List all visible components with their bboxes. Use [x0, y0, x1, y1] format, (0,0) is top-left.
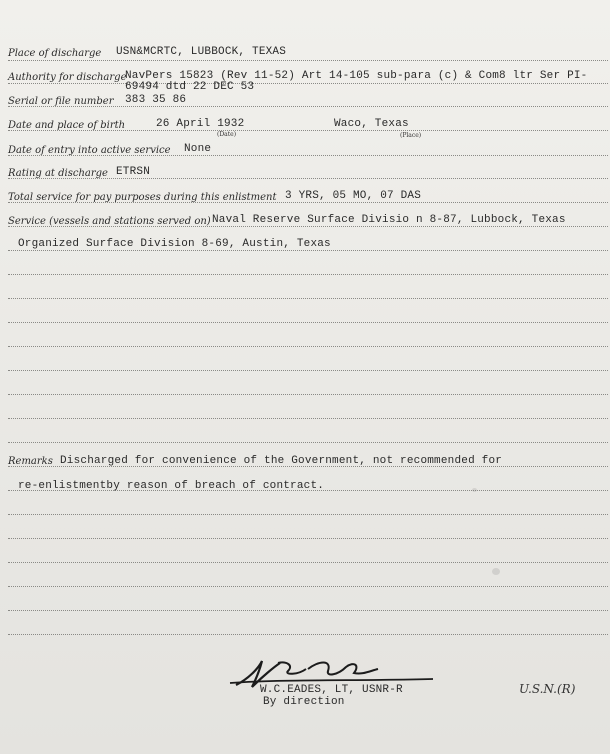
rule-line — [8, 60, 608, 61]
birth-place-caption: (Place) — [400, 132, 422, 139]
rule-line — [8, 322, 608, 323]
smudge-mark — [492, 568, 500, 575]
remarks-value-line1: Discharged for convenience of the Government, not recommended for — [60, 455, 503, 467]
total-service-label: Total service for pay purposes during this enlistment — [8, 192, 277, 203]
rule-line — [8, 346, 608, 347]
rule-line — [8, 298, 608, 299]
serial-number-label: Serial or file number — [8, 96, 114, 107]
birth-date-value: 26 April 1932 — [156, 118, 245, 130]
rule-line — [8, 250, 608, 251]
authority-value-line2: 69494 dtd 22 DEC 53 — [125, 81, 255, 93]
serial-number-value: 383 35 86 — [125, 94, 187, 106]
rule-line — [8, 442, 608, 443]
rule-line — [8, 538, 608, 539]
rating-value: ETRSN — [116, 166, 151, 178]
rule-line — [8, 586, 608, 587]
by-direction-text: By direction — [263, 696, 345, 708]
rule-line — [8, 83, 608, 84]
service-label: Service (vessels and stations served on) — [8, 216, 211, 227]
rating-label: Rating at discharge — [8, 168, 108, 179]
rule-line — [8, 634, 608, 635]
rule-line — [8, 418, 608, 419]
authority-value-line1: NavPers 15823 (Rev 11-52) Art 14-105 sub-para (c) & Com8 ltr Ser PI- — [125, 70, 588, 82]
service-value-line2: Organized Surface Division 8-69, Austin, Texas — [18, 238, 331, 250]
smudge-mark — [472, 488, 477, 492]
rule-line — [8, 370, 608, 371]
signatory-name: W.C.EADES, LT, USNR-R — [260, 684, 403, 696]
place-of-discharge-value: USN&MCRTC, LUBBOCK, TEXAS — [116, 46, 287, 58]
authority-label: Authority for discharge — [8, 72, 127, 83]
usn-r-mark: U.S.N.(R) — [519, 682, 576, 696]
rule-line — [8, 562, 608, 563]
entry-date-label: Date of entry into active service — [8, 145, 171, 156]
service-value-line1: Naval Reserve Surface Divisio n 8-87, Lubbock, Texas — [212, 214, 566, 226]
total-service-value: 3 YRS, 05 MO, 07 DAS — [285, 190, 422, 202]
remarks-label: Remarks — [8, 456, 53, 467]
entry-date-value: None — [184, 143, 212, 155]
place-of-discharge-label: Place of discharge — [8, 48, 102, 59]
remarks-value-line2: re-enlistmentby reason of breach of contract. — [18, 480, 325, 492]
birth-date-caption: (Date) — [217, 131, 237, 138]
rule-line — [8, 514, 608, 515]
birth-place-value: Waco, Texas — [334, 118, 409, 130]
rule-line — [8, 610, 608, 611]
rule-line — [8, 394, 608, 395]
rule-line — [8, 274, 608, 275]
birth-label: Date and place of birth — [8, 120, 126, 131]
